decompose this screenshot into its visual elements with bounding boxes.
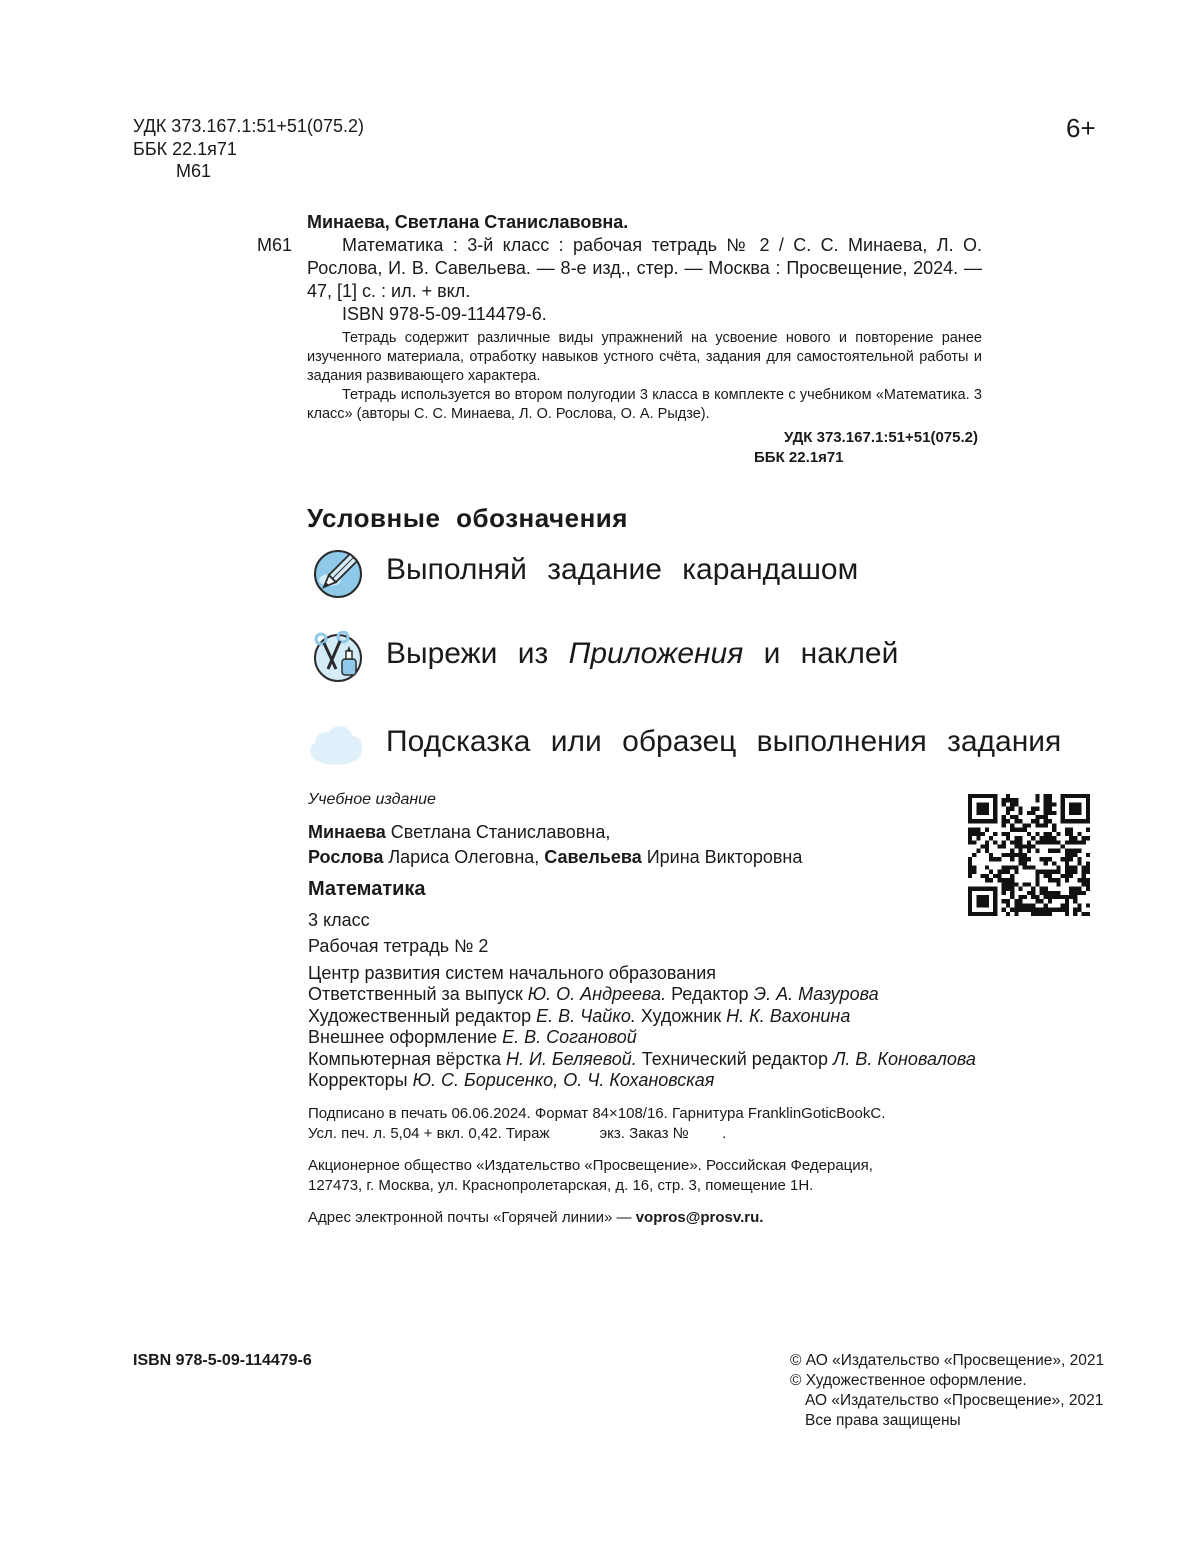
credit-label: Художественный редактор — [308, 1005, 537, 1026]
credit-name: Н. И. Беляевой. — [505, 1048, 637, 1069]
authors-line-2 — [308, 847, 928, 869]
copyright-design: © Художественное оформление. — [790, 1372, 1027, 1389]
credit-label: Технический редактор — [636, 1048, 834, 1069]
legend-item-cut-glue — [312, 631, 1112, 691]
scissors-glue-icon — [312, 631, 364, 683]
legend-label-pencil: Выполняй задание карандашом — [386, 553, 859, 586]
record-author-mark: М61 — [257, 235, 293, 255]
credit-name: Л. В. Коновалова — [833, 1048, 976, 1069]
record-bbk: ББК 22.1я71 — [754, 449, 844, 466]
credit-label: Художник — [635, 1005, 727, 1026]
author-surname: Минаева — [308, 822, 386, 842]
imprint-layout — [308, 1048, 976, 1071]
author-surname: Рослова — [308, 846, 384, 867]
legend-item-hint — [312, 719, 1112, 779]
bibliographic-record — [257, 211, 982, 468]
legend-label-hint: Подсказка или образец выполнения задания — [386, 725, 1062, 758]
credit-name: Ю. С. Борисенко, О. Ч. Кохановская — [412, 1070, 715, 1090]
udk-code: УДК 373.167.1:51+51(075.2) — [133, 116, 364, 136]
record-udk: УДК 373.167.1:51+51(075.2) — [784, 429, 978, 446]
imprint-proofreaders — [308, 1070, 928, 1092]
legend-item-pencil — [312, 547, 1112, 607]
rights-reserved: Все права защищены — [805, 1412, 961, 1429]
imprint-block — [308, 790, 976, 1228]
record-entry-text: Математика : 3-й класс : рабочая тетрадь № 2 / С. С. Минаева, Л. О. Рослова, И. В. Савельева. — 8-е изд., стер. — Москва : Просвещение, 2024. — 47, [1] с. : ил. + вкл. — [307, 235, 982, 301]
record-author: Минаева, Светлана Станиславовна. — [307, 212, 629, 232]
footer-isbn: ISBN 978-5-09-114479-6 — [133, 1352, 312, 1369]
bbk-code: ББК 22.1я71 — [133, 139, 237, 159]
email-label: Адрес электронной почты «Горячей линии» — — [308, 1208, 636, 1226]
author-mark: М61 — [176, 161, 212, 181]
print-details: Подписано в печать 06.06.2024. Формат 84×108/16. Гарнитура FranklinGoticBookC. — [308, 1104, 886, 1122]
credit-label: Компьютерная вёрстка — [308, 1048, 506, 1069]
record-isbn: ISBN 978-5-09-114479-6. — [342, 304, 547, 324]
legend-label-cut-post: и наклей — [743, 637, 899, 670]
email-address: vopros@prosv.ru. — [635, 1208, 764, 1226]
author-name: Светлана Станиславовна, — [385, 822, 611, 842]
copyright-design-owner: АО «Издательство «Просвещение», 2021 — [805, 1392, 1104, 1409]
credit-name: Е. В. Чайко. — [536, 1005, 636, 1026]
credit-name: Н. К. Вахонина — [726, 1005, 851, 1026]
record-entry — [257, 234, 982, 303]
book-title: Математика — [308, 878, 426, 900]
legend-label-appendix: Приложения — [568, 637, 744, 670]
imprint-design — [308, 1027, 928, 1049]
record-annotation: Тетрадь содержит различные виды упражнений на усвоение нового и повторение ранее изученного материала, отработку навыков устного счёта, задания для самостоятельной работы и задания развивающего характера. — [307, 330, 982, 384]
legend-label-cut-pre: Вырежи из — [386, 637, 569, 670]
record-annotation-usage: Тетрадь используется во втором полугодии 3 класса в комплекте с учебником «Математика. 3 класс» (авторы С. С. Минаева, Л. О. Рослова, О. А. Рыдзе). — [307, 387, 982, 422]
hotline-email — [308, 1208, 928, 1228]
book-grade: 3 класс — [308, 909, 370, 930]
author-surname: Савельева — [544, 846, 642, 867]
credit-name: Е. В. Согановой — [502, 1027, 637, 1047]
publisher-name: Акционерное общество «Издательство «Просвещение». Российская Федерация, — [308, 1156, 873, 1174]
copyright-publisher: © АО «Издательство «Просвещение», 2021 — [790, 1352, 1105, 1369]
credit-label: Внешнее оформление — [308, 1027, 503, 1047]
author-name: Лариса Олеговна, — [383, 846, 545, 867]
pencil-icon — [312, 547, 364, 599]
copyright-block — [790, 1351, 1104, 1431]
author-name: Ирина Викторовна — [641, 846, 803, 867]
credit-name: Ю. О. Андреева. — [527, 984, 667, 1004]
credit-label: Корректоры — [308, 1070, 413, 1090]
qr-code — [968, 794, 1090, 916]
legend-title: Условные обозначения — [307, 503, 628, 533]
book-workbook: Рабочая тетрадь № 2 — [308, 936, 489, 956]
cloud-icon — [308, 719, 364, 771]
print-run: Усл. печ. л. 5,04 + вкл. 0,42. Тираж экз. Заказ № . — [308, 1124, 727, 1142]
credit-label: Редактор — [666, 984, 754, 1004]
edition-type: Учебное издание — [308, 791, 436, 808]
imprint-responsible — [308, 984, 928, 1006]
imprint-art-editor — [308, 1006, 928, 1028]
imprint-center: Центр развития систем начального образования — [308, 962, 717, 983]
publisher-address: 127473, г. Москва, ул. Краснопролетарская, д. 16, стр. 3, помещение 1Н. — [308, 1176, 814, 1194]
credit-label: Ответственный за выпуск — [308, 984, 528, 1004]
credit-name: Э. А. Мазурова — [753, 984, 879, 1004]
legend-label-cut-glue — [386, 637, 898, 671]
authors-line-1 — [308, 822, 928, 844]
age-rating: 6+ — [1066, 113, 1096, 143]
